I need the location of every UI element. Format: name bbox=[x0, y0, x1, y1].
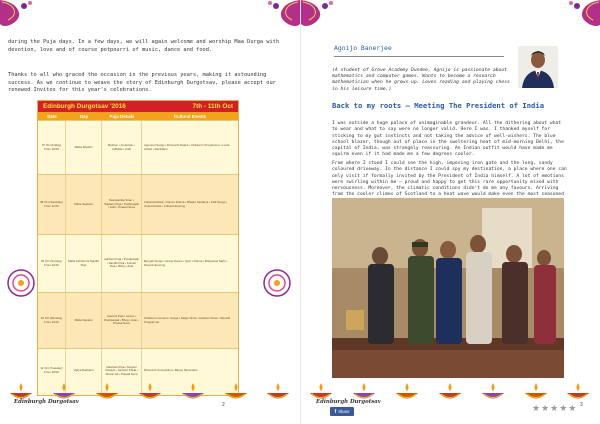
diya-icon bbox=[437, 382, 463, 402]
column-date: Date bbox=[47, 113, 57, 119]
footer-logo: Edinburgh Durgotsav bbox=[14, 399, 79, 405]
column-puja-details: Puja Details bbox=[109, 113, 135, 119]
diya-icon bbox=[394, 382, 420, 402]
author-photo bbox=[518, 46, 558, 88]
row-puja: Bodhon • Amantran • Adhibas • Arati bbox=[102, 121, 142, 174]
diya-icon bbox=[137, 382, 163, 402]
diya-lamp-border bbox=[300, 374, 600, 402]
diya-icon bbox=[223, 382, 249, 402]
row-day: Maha Ashtami & Sandhi Puja bbox=[66, 235, 102, 292]
diya-icon bbox=[265, 382, 291, 402]
row-events: Classical Music • Dance Drama • Bhajan Sandhya • Folk Songs • Invited Artists • Cultural Evening bbox=[144, 199, 228, 208]
diya-icon bbox=[94, 382, 120, 402]
president-meeting-photo bbox=[332, 198, 564, 378]
row-date: 10 Oct (Monday) From 10:00 bbox=[38, 293, 66, 348]
author-bio: (A student of Grove Academy Dundee, Agnijo is passionate about mathematics and computer games. Wants to become a research mathematician when he grows up. Loves reading and playing chess in his leisure time.) bbox=[332, 68, 510, 92]
mandala-ornament bbox=[262, 268, 292, 298]
page-number: 3 bbox=[580, 402, 583, 408]
schedule-dates: 7th - 11th Oct bbox=[192, 103, 233, 110]
corner-ornament-top-left bbox=[301, 0, 339, 30]
column-cultural-events: Cultural Events bbox=[173, 113, 207, 119]
diya-icon bbox=[523, 382, 549, 402]
diya-icon bbox=[565, 382, 591, 402]
row-puja: Dashami Puja • Darpan Visarjan • Sindoor Khela • Shanti Jal • Prasad Seva bbox=[102, 349, 142, 393]
share-label: Share bbox=[338, 409, 350, 414]
corner-ornament-top-right bbox=[262, 0, 300, 30]
mandala-ornament bbox=[6, 268, 36, 298]
table-row bbox=[38, 234, 238, 292]
page-number: 2 bbox=[222, 402, 225, 408]
table-row bbox=[38, 174, 238, 234]
divider bbox=[334, 56, 504, 57]
row-events: Bengali Songs • Group Dance • Quiz • Drama • Bollywood Night • Musical Evening bbox=[144, 258, 228, 267]
intro-paragraph-2: Thanks to all who graced the occasion in the previous years, making it astounding success. As we continue to weave the story of Edinburgh Durgotsav, please accept our renewed Invites for this year's celebrations. bbox=[8, 72, 276, 94]
row-date: 11 Oct (Tuesday) From 18:00 bbox=[38, 349, 66, 393]
row-date: 07 Oct (Friday) From 18:00 bbox=[38, 121, 66, 174]
intro-paragraph-1: during the Puja days. In a few days, we will again welcome and worship Maa Durga with devotion, love and of course potpourri of music, dance and food. bbox=[8, 39, 280, 53]
article-photo bbox=[332, 198, 564, 378]
author-portrait bbox=[518, 46, 558, 88]
row-day: Maha Saptami bbox=[66, 175, 102, 234]
rating-stars[interactable]: ★★★★★ bbox=[532, 404, 578, 414]
row-day: Maha Shasthi bbox=[66, 121, 102, 174]
row-puja: Ashtami Puja • Pushpanjali • Sandhi Puja • Kumari Puja • Bhog • Arati bbox=[102, 235, 142, 292]
column-day: Day bbox=[79, 113, 89, 119]
row-day: Vijaya Dashami bbox=[66, 349, 102, 393]
article-paragraph-2: From where I stood I could see the high, imposing iron gate and the long, sandy coloured driveway. In the distance I could spy my destination, a place where one can only visit if formally invited by the President of India himself. A lot of emotions were swirling within me – proud and happy to get this rare opportunity mixed with nervousness. Moreover, the climatic conditions didn't do me any favours. Arriving from the cooler climes of Scotland to a heat wave would make even the most seasoned bbox=[332, 161, 567, 198]
diya-icon bbox=[180, 382, 206, 402]
row-date: 09 Oct (Sunday) From 10:00 bbox=[38, 235, 66, 292]
schedule-title: Edinburgh Durgotsav '2016 bbox=[43, 103, 126, 110]
facebook-icon: f bbox=[334, 408, 337, 415]
row-events: Dhunuchi Competition • Bijoya Sammilani bbox=[144, 368, 198, 373]
schedule-column-headers bbox=[38, 112, 238, 120]
footer-logo: Edinburgh Durgotsav bbox=[316, 399, 381, 405]
facebook-share-button[interactable] bbox=[330, 407, 354, 416]
diya-icon bbox=[480, 382, 506, 402]
row-puja: Navami Puja • Homa • Pushpanjali • Bhog • Arati • Prasad Seva bbox=[102, 293, 142, 348]
corner-ornament-top-left bbox=[0, 0, 38, 30]
row-puja: Navapatrika Snan • Saptami Puja • Pushpanjali • Arati • Prasad Seva bbox=[102, 175, 142, 234]
puja-schedule-table bbox=[37, 100, 239, 396]
schedule-header bbox=[38, 101, 238, 112]
row-events: Agomoni Songs • Dhunuchi Naach • Children's Programme • Local Artists • Recitation bbox=[144, 142, 230, 151]
corner-ornament-top-right bbox=[563, 0, 600, 30]
article-paragraph-1: I was outside a huge palace of unimaginable grandeur. All the dithering about what to wear and what to say were no longer valid. Here I was. I thanked myself for sticking to my gut instincts and not taking the advice of well-wishers. The blue school blazer, though out of place in the sweltering heat of mid-morning Delhi, the capital of India, was strangely reassuring. An Indian outfit would have made me squirm even if it had made me a few degrees cooler. bbox=[332, 121, 564, 158]
table-row bbox=[38, 120, 238, 174]
diya-lamp-border bbox=[0, 374, 300, 402]
row-day: Maha Navami bbox=[66, 293, 102, 348]
article-title: Back to my roots – Meeting The President of India bbox=[332, 101, 545, 110]
table-row bbox=[38, 292, 238, 348]
row-date: 08 Oct (Saturday) From 11:00 bbox=[38, 175, 66, 234]
author-name: Agnijo Banerjee bbox=[334, 44, 392, 52]
row-events: Children's Contest • Songs • Magic Show • Fashion Show • Musical Programme bbox=[144, 315, 231, 324]
